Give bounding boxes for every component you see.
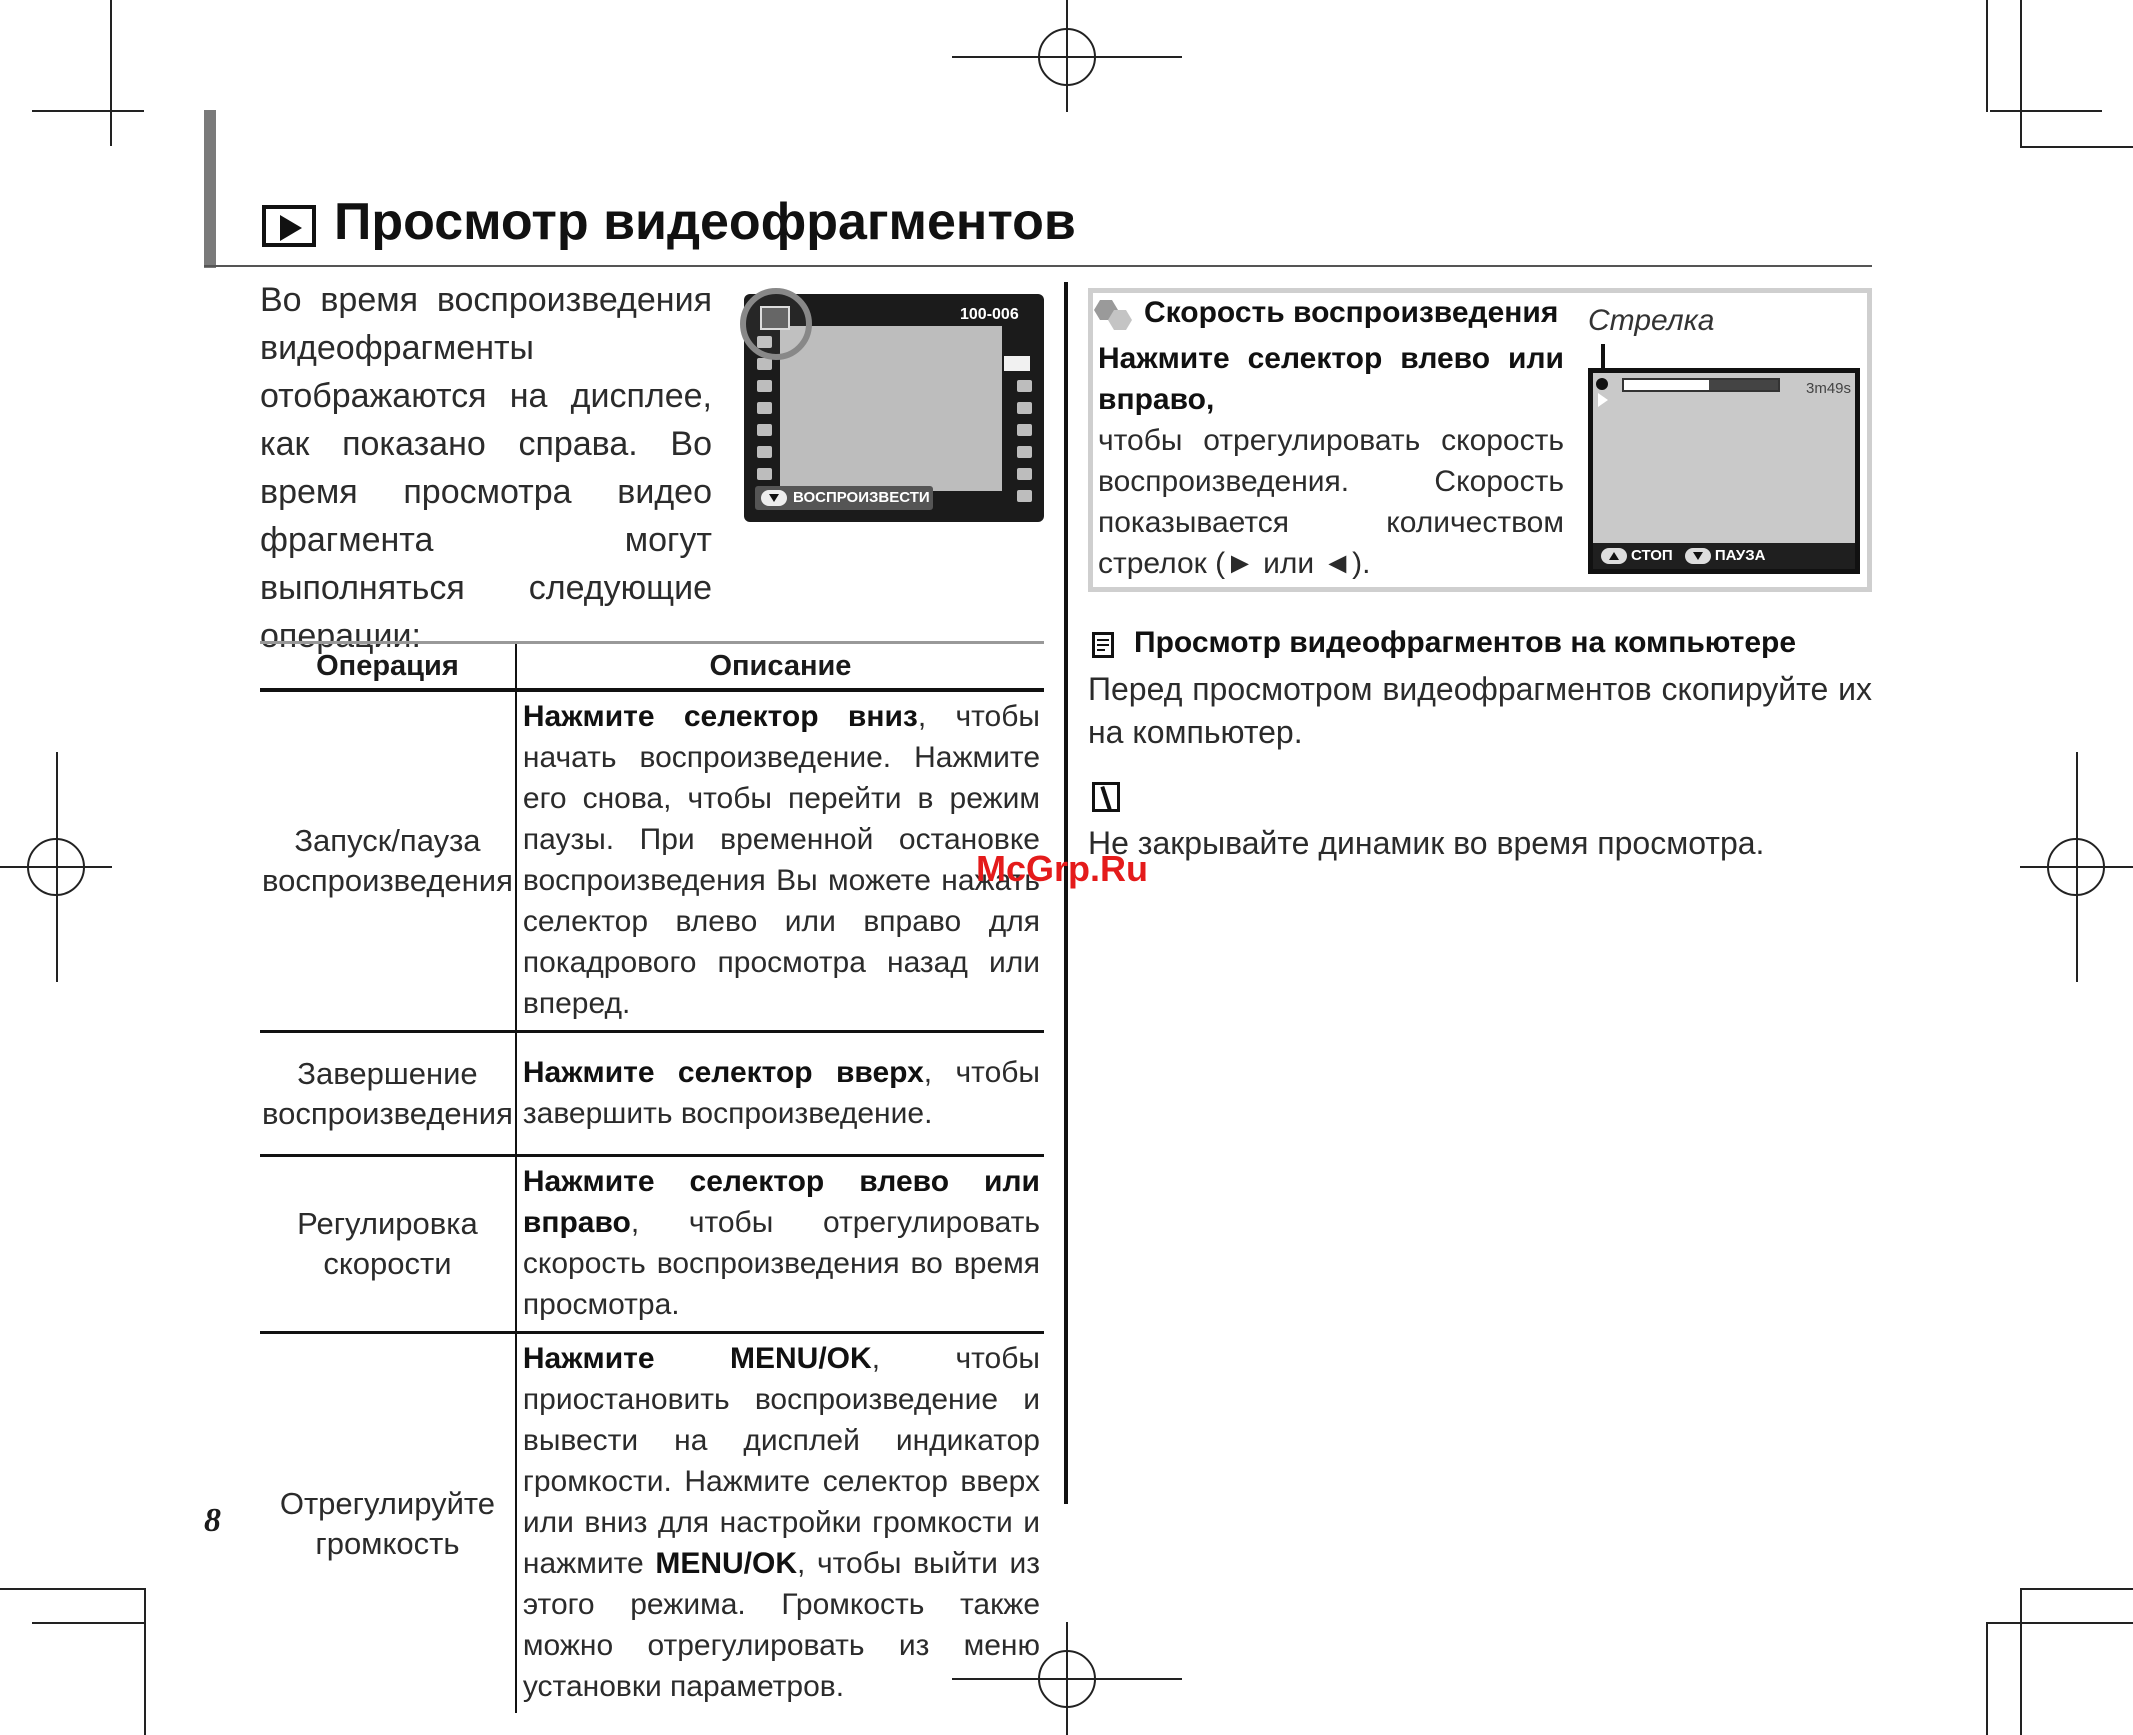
computer-note-text: Перед просмотром видеофрагментов скопируйте их на компьютер.	[1088, 671, 1872, 750]
operation-cell: Отрегулируйте громкость	[260, 1333, 516, 1714]
header-operation: Операция	[260, 643, 516, 691]
page-title: Просмотр видеофрагментов	[334, 193, 1076, 251]
playback-hint-bar: ВОСПРОИЗВЕСТИ	[755, 486, 933, 510]
frame-counter: 100-006	[960, 306, 1019, 323]
description-cell: Нажмите селектор вниз, чтобы начать воспроизведение. Нажмите его снова, чтобы перейти в режим паузы. При временной остановке воспроизведения Вы можете нажать селектор влево или вправо для покадрового просмотра назад или вперед.	[516, 690, 1044, 1032]
speed-note-text: Нажмите селектор влево или вправо, чтобы отрегулировать скорость воспроизведения. Скорость показывается количеством стрелок (► или ◄).	[1098, 338, 1564, 584]
table-row	[260, 690, 1044, 1032]
description-cell: Нажмите MENU/OK, чтобы приостановить воспроизведение и вывести на дисплей индикатор громкости. Нажмите селектор вверх или вниз для настройки громкости и нажмите MENU/OK, чтобы выйти из этого режима. Громкость также можно отрегулировать из меню установки параметров.	[522, 1342, 1040, 1703]
playback-controls-bar: СТОП ПАУЗА	[1593, 543, 1855, 569]
lcd-image-area	[780, 326, 1002, 491]
title-rule	[204, 265, 1872, 267]
operation-cell: Регулировка скорости	[260, 1156, 516, 1333]
intro-paragraph: Во время воспроизведения видеофрагменты отображаются на дисплее, как показано справа. Во время просмотра видео фрагмента могут выполняться следующие операции:	[260, 281, 712, 655]
computer-note-title: Просмотр видеофрагментов на компьютере	[1134, 626, 1797, 659]
down-key-icon	[761, 490, 787, 506]
operation-cell: Запуск/пауза воспроизведения	[260, 690, 516, 1032]
down-key-icon	[1685, 548, 1711, 564]
title-accent-bar	[204, 110, 216, 268]
lcd-indicator	[1004, 356, 1030, 371]
up-key-icon	[1601, 548, 1627, 564]
movie-icon	[760, 306, 790, 330]
page-number: 8	[204, 1502, 221, 1539]
watermark: McGrp.Ru	[976, 848, 1149, 889]
header-description: Описание	[516, 643, 1044, 691]
playback-time: 3m49s	[1806, 380, 1852, 397]
description-cell: Нажмите селектор вверх, чтобы завершить воспроизведение.	[516, 1032, 1044, 1156]
hexagon-bullet-icon	[1094, 298, 1138, 334]
table-row	[260, 1333, 1044, 1714]
table-row	[260, 1032, 1044, 1156]
caution-icon	[1092, 782, 1120, 812]
arrow-callout-label: Стрелка	[1588, 304, 1715, 337]
operation-cell: Завершение воспроизведения	[260, 1032, 516, 1156]
play-icon	[262, 205, 316, 247]
playback-progress-fill	[1709, 380, 1778, 390]
table-row	[260, 1156, 1044, 1333]
speed-note-lead: Нажмите селектор влево или вправо,	[1098, 342, 1564, 416]
memo-icon	[1092, 632, 1114, 658]
speed-note-title: Скорость воспроизведения	[1144, 296, 1559, 329]
table-header-row	[260, 643, 1044, 691]
description-cell: Нажмите селектор влево или вправо, чтобы отрегулировать скорость воспроизведения во время просмотра.	[516, 1156, 1044, 1333]
caution-text: Не закрывайте динамик во время просмотра.	[1088, 825, 1765, 861]
speed-arrow-icon	[1598, 393, 1608, 407]
operations-table	[260, 641, 1044, 1713]
column-divider	[1064, 282, 1068, 1504]
callout-dot	[1596, 378, 1608, 390]
